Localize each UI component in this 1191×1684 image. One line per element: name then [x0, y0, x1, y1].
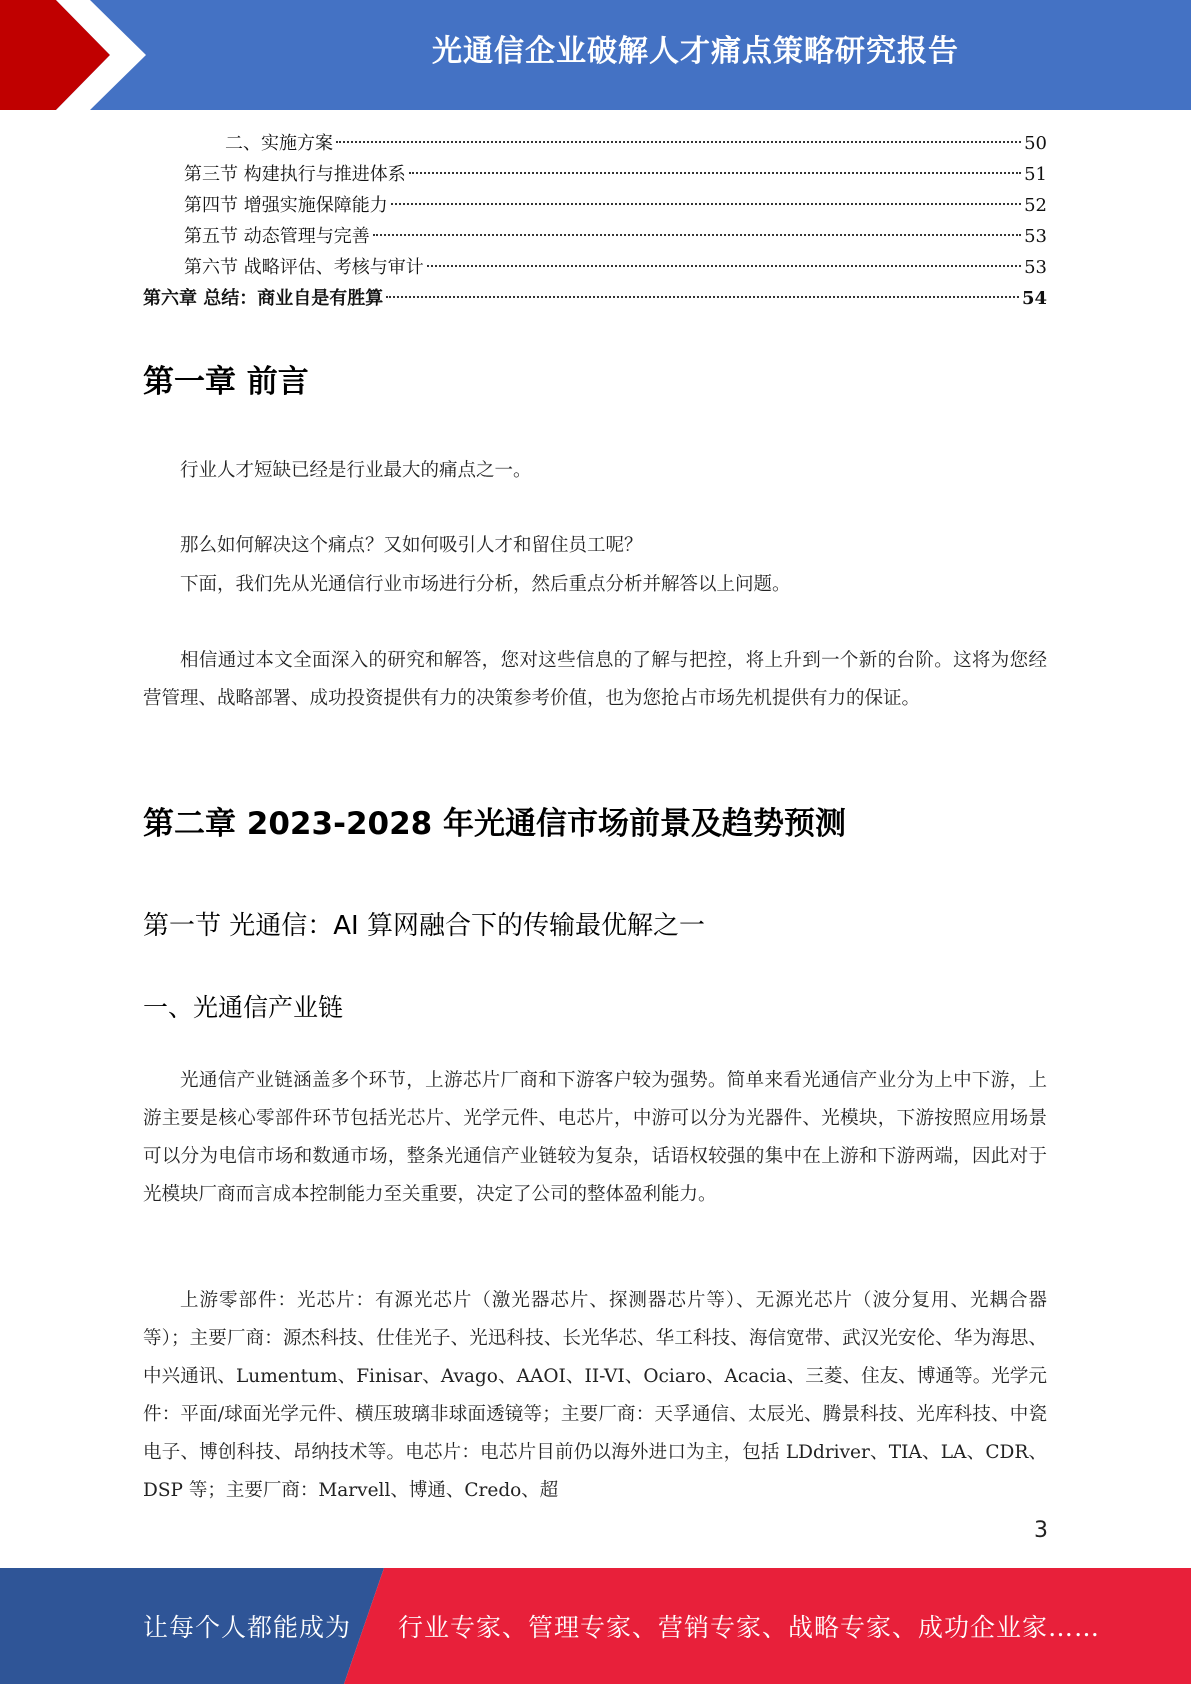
toc-leader-dots — [391, 203, 1021, 205]
toc-entry[interactable] — [143, 221, 1047, 252]
section-title: 第一节 光通信：AI 算网融合下的传输最优解之一 — [143, 911, 705, 941]
chapter-1-paragraph: 行业人才短缺已经是行业最大的痛点之一。 — [180, 460, 532, 481]
toc-entry[interactable] — [143, 128, 1047, 159]
toc-leader-dots — [409, 172, 1021, 174]
toc-entry[interactable] — [143, 283, 1047, 314]
toc-entry-page: 52 — [1024, 195, 1047, 216]
toc-leader-dots — [427, 265, 1021, 267]
footer-slogan-right: 行业专家、管理专家、营销专家、战略专家、成功企业家…… — [398, 1613, 1101, 1642]
body-paragraph: 光通信产业链涵盖多个环节，上游芯片厂商和下游客户较为强势。简单来看光通信产业分为上中下游，上游主要是核心零部件环节包括光芯片、光学元件、电芯片，中游可以分为光器件、光模块，下游按照应用场景可以分为电信市场和数通市场，整条光通信产业链较为复杂，话语权较强的集中在上游和下游两端，因此对于光模块厂商而言成本控制能力至关重要，决定了公司的整体盈利能力。 — [143, 1070, 1047, 1205]
toc-entry-label: 第五节 动态管理与完善 — [184, 226, 370, 247]
toc-entry-label: 第六章 总结：商业自是有胜算 — [143, 288, 384, 309]
toc-entry-label: 第三节 构建执行与推进体系 — [184, 164, 406, 185]
toc-entry[interactable] — [143, 159, 1047, 190]
header-title: 光通信企业破解人才痛点策略研究报告 — [432, 34, 959, 69]
chapter-2-title: 第二章 2023-2028 年光通信市场前景及趋势预测 — [143, 806, 847, 842]
table-of-contents — [143, 128, 1047, 314]
header-arrow-decoration — [0, 0, 160, 110]
toc-leader-dots — [386, 296, 1019, 298]
toc-entry-page: 50 — [1024, 133, 1047, 154]
chapter-1-title: 第一章 前言 — [143, 364, 309, 400]
chapter-1-paragraph: 那么如何解决这个痛点？又如何吸引人才和留住员工呢？ — [180, 535, 643, 556]
chapter-1-paragraph: 下面，我们先从光通信行业市场进行分析，然后重点分析并解答以上问题。 — [180, 574, 791, 595]
toc-entry-page: 53 — [1024, 257, 1047, 278]
toc-entry-page: 51 — [1024, 164, 1047, 185]
toc-leader-dots — [373, 234, 1021, 236]
page-header — [0, 0, 1191, 110]
footer-slogan-left: 让每个人都能成为 — [143, 1613, 352, 1642]
body-paragraph: 上游零部件：光芯片：有源光芯片（激光器芯片、探测器芯片等）、无源光芯片（波分复用、光耦合器等）；主要厂商：源杰科技、仕佳光子、光迅科技、长光华芯、华工科技、海信宽带、武汉光安伦、华为海思、中兴通讯、Lumentum、Finisar、Avago、AAOI、II-VI、Ociaro、Acacia、三菱、住友、博通等。光学元件：平面/球面光学元件、横压玻璃非球面透镜等；主要厂商：天孚通信、太辰光、腾景科技、光库科技、中瓷电子、博创科技、昂纳技术等。电芯片：电芯片目前仍以海外进口为主，包括 LDdriver、TIA、LA、CDR、DSP 等；主要厂商：Marvell、博通、Credo、超 — [143, 1290, 1047, 1501]
toc-entry-page: 53 — [1024, 226, 1047, 247]
toc-entry-label: 二、实施方案 — [225, 133, 333, 154]
page-number: 3 — [1034, 1518, 1048, 1543]
toc-entry[interactable] — [143, 252, 1047, 283]
toc-entry-label: 第六节 战略评估、考核与审计 — [184, 257, 424, 278]
toc-entry[interactable] — [143, 190, 1047, 221]
toc-entry-label: 第四节 增强实施保障能力 — [184, 195, 388, 216]
page-footer — [0, 1568, 1191, 1684]
toc-leader-dots — [336, 141, 1021, 143]
toc-entry-page: 54 — [1021, 288, 1047, 309]
subsection-title: 一、光通信产业链 — [143, 993, 344, 1022]
chapter-1-paragraph: 相信通过本文全面深入的研究和解答，您对这些信息的了解与把控，将上升到一个新的台阶。这将为您经营管理、战略部署、成功投资提供有力的决策参考价值，也为您抢占市场先机提供有力的保证。 — [143, 650, 1047, 709]
